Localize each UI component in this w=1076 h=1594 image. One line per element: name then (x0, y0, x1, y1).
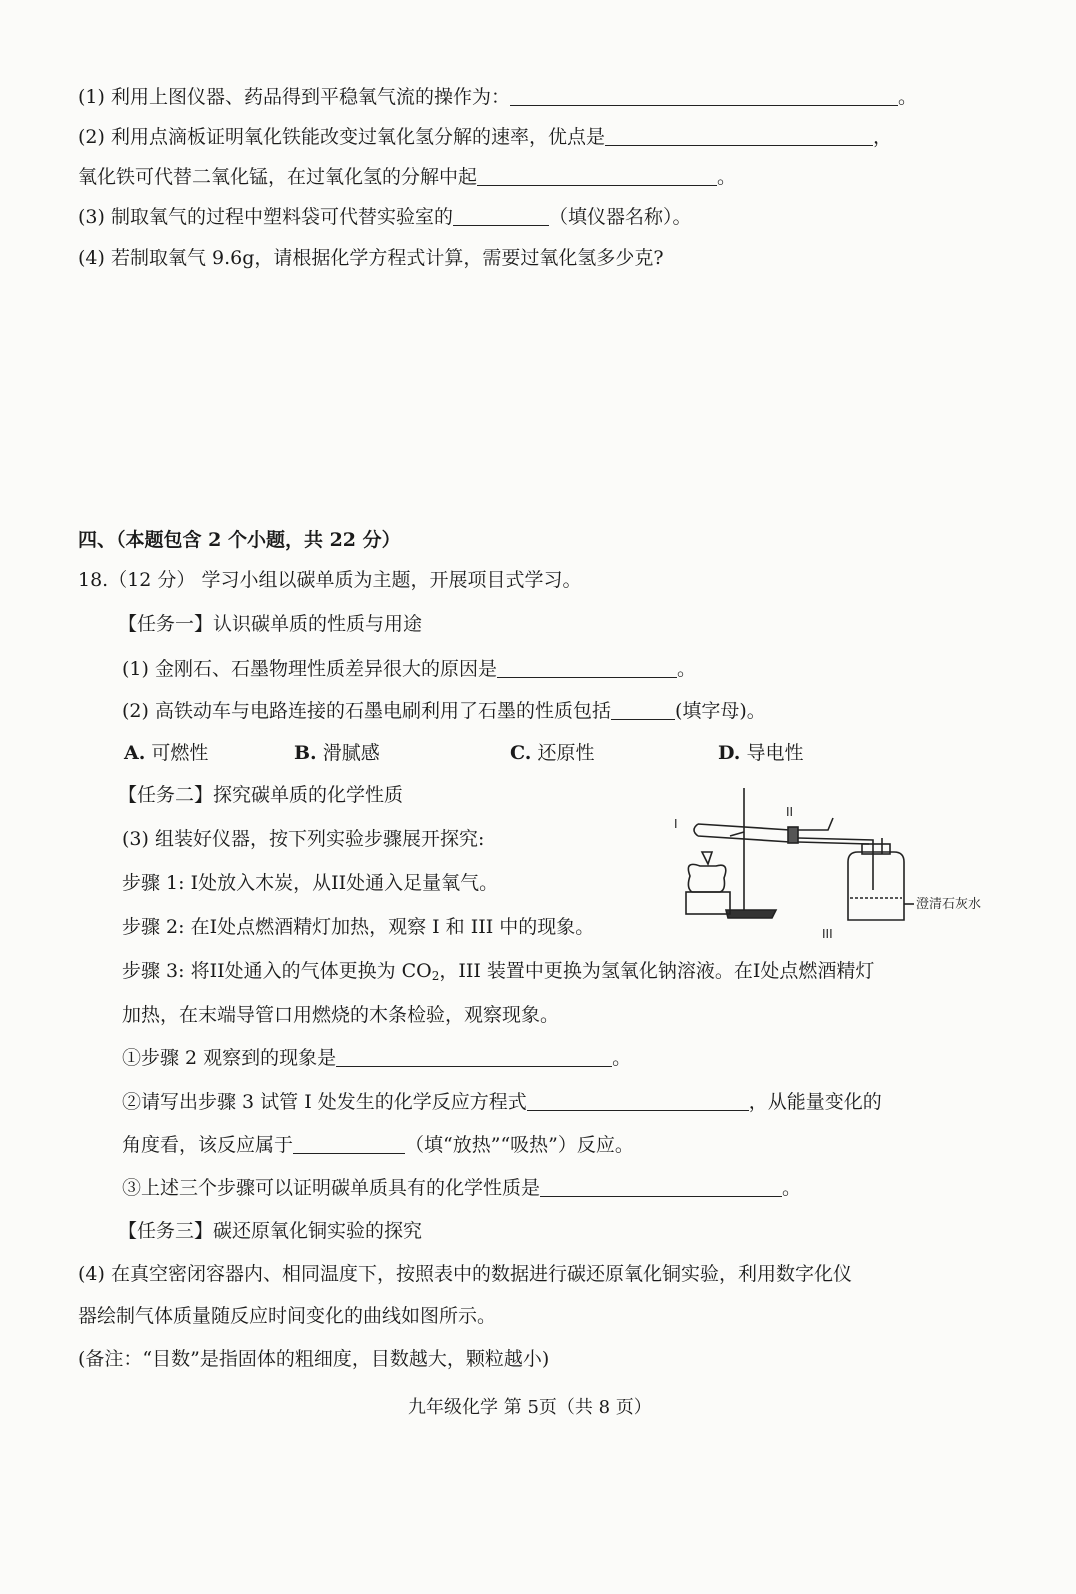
q18-part4: (4) 在真空密闭容器内、相同温度下，按照表中的数据进行碳还原氧化铜实验，利用数字化仪 (78, 1263, 852, 1285)
page-footer: 九年级化学 第 5页（共 8 页） (408, 1397, 652, 1418)
q17-part3 (78, 204, 691, 230)
subq-2-text-cont: ，从能量变化的 (748, 1091, 882, 1113)
option-letter: A. (124, 742, 146, 764)
q17-part3-hint: （填仪器名称）。 (548, 206, 692, 228)
note: (备注：“目数”是指固体的粗细度，目数越大，颗粒越小) (78, 1348, 550, 1370)
option-a[interactable] (124, 740, 208, 766)
subq-2 (122, 1089, 882, 1115)
step-3-text-cont: ，III 装置中更换为氢氧化钠溶液。在I处点燃酒精灯 (439, 960, 875, 982)
stopper (788, 827, 798, 843)
q18-part1-text: (1) 金刚石、石墨物理性质差异很大的原因是 (122, 658, 497, 680)
option-letter: C. (510, 742, 532, 764)
q18-part2-hint: (填字母)。 (674, 700, 766, 722)
option-b[interactable] (294, 740, 380, 766)
task1-heading: 【任务一】认识碳单质的性质与用途 (118, 613, 423, 635)
answer-blank[interactable] (510, 85, 898, 106)
option-text: 滑腻感 (322, 742, 380, 764)
answer-blank[interactable] (497, 657, 677, 678)
q17-part2: (2) 利用点滴板证明氧化铁能改变过氧化氢分解的速率，优点是 ， (78, 126, 892, 148)
answer-blank[interactable] (293, 1133, 405, 1154)
subq-3: ③上述三个步骤可以证明碳单质具有的化学性质是 。 (122, 1177, 802, 1199)
section-heading: 四、（本题包含 2 个小题，共 22 分） (78, 529, 401, 551)
stand-base (726, 910, 776, 918)
subq-2-hint: （填“放热”“吸热”）反应。 (405, 1134, 634, 1156)
option-text: 还原性 (537, 742, 595, 764)
subq-2-cont (122, 1132, 634, 1158)
q18-part3: (3) 组装好仪器，按下列实验步骤展开探究: (122, 828, 485, 850)
subq-1-text: ①步骤 2 观察到的现象是 (122, 1047, 337, 1069)
q17-part3-text: (3) 制取氧气的过程中塑料袋可代替实验室的 (78, 206, 453, 228)
label-iii: III (822, 927, 833, 941)
q17-part2-cont-text: 氧化铁可代替二氧化锰，在过氧化氢的分解中起 (78, 166, 478, 188)
step-3-text: 步骤 3: 将II处通入的气体更换为 CO (122, 960, 432, 982)
answer-blank[interactable] (540, 1176, 782, 1197)
flame (702, 852, 712, 864)
step-2: 步骤 2: 在I处点燃酒精灯加热，观察 I 和 III 中的现象。 (122, 916, 595, 938)
step-3 (122, 958, 874, 989)
step-3-cont: 加热，在末端导管口用燃烧的木条检验，观察现象。 (122, 1004, 560, 1026)
inlet-tube (798, 818, 833, 830)
answer-blank[interactable] (477, 165, 717, 186)
subq-3-text: ③上述三个步骤可以证明碳单质具有的化学性质是 (122, 1177, 541, 1199)
option-c[interactable] (510, 740, 594, 766)
task3-heading: 【任务三】碳还原氧化铜实验的探究 (118, 1220, 423, 1242)
q17-part4-text: (4) 若制取氧气 9.6g，请根据化学方程式计算，需要过氧化氢多少克? (78, 247, 664, 269)
q18-part4-cont: 器绘制气体质量随反应时间变化的曲线如图所示。 (78, 1305, 497, 1327)
label-i: I (674, 817, 678, 831)
q17-part2-cont: 氧化铁可代替二氧化锰，在过氧化氢的分解中起 。 (78, 166, 737, 188)
apparatus-diagram (668, 780, 982, 945)
option-text: 导电性 (746, 742, 804, 764)
subq-2-cont-text: 角度看，该反应属于 (122, 1134, 294, 1156)
q17-part2-text: (2) 利用点滴板证明氧化铁能改变过氧化氢分解的速率，优点是 (78, 126, 605, 148)
label-limewater: 澄清石灰水 (916, 897, 982, 912)
option-letter: B. (294, 742, 317, 764)
option-text: 可燃性 (151, 742, 209, 764)
q18-part2 (122, 698, 766, 724)
clamp (730, 832, 744, 836)
option-letter: D. (718, 742, 741, 764)
q17-part4 (78, 245, 664, 271)
option-d[interactable] (718, 740, 803, 766)
subq-1: ①步骤 2 观察到的现象是 。 (122, 1047, 632, 1069)
task2-heading: 【任务二】探究碳单质的化学性质 (118, 784, 404, 806)
q17-part1: (1) 利用上图仪器、药品得到平稳氧气流的操作为： 。 (78, 86, 917, 108)
answer-blank[interactable] (453, 205, 549, 226)
answer-blank[interactable] (611, 699, 675, 720)
q18-intro: 18.（12 分） 学习小组以碳单质为主题，开展项目式学习。 (78, 569, 582, 591)
answer-blank[interactable] (336, 1046, 612, 1067)
q17-part1-text: (1) 利用上图仪器、药品得到平稳氧气流的操作为： (78, 86, 510, 108)
q18-part1: (1) 金刚石、石墨物理性质差异很大的原因是 。 (122, 658, 696, 680)
lamp-block (686, 892, 730, 914)
subq-2-text: ②请写出步骤 3 试管 I 处发生的化学反应方程式 (122, 1091, 527, 1113)
q18-part2-text: (2) 高铁动车与电路连接的石墨电刷利用了石墨的性质包括 (122, 700, 611, 722)
answer-blank[interactable] (527, 1090, 749, 1111)
alcohol-lamp (688, 864, 725, 892)
label-ii: II (786, 805, 794, 819)
answer-blank[interactable] (605, 125, 873, 146)
bottle (848, 852, 904, 920)
step-1: 步骤 1: I处放入木炭，从II处通入足量氧气。 (122, 872, 499, 894)
subscript: 2 (431, 969, 440, 983)
